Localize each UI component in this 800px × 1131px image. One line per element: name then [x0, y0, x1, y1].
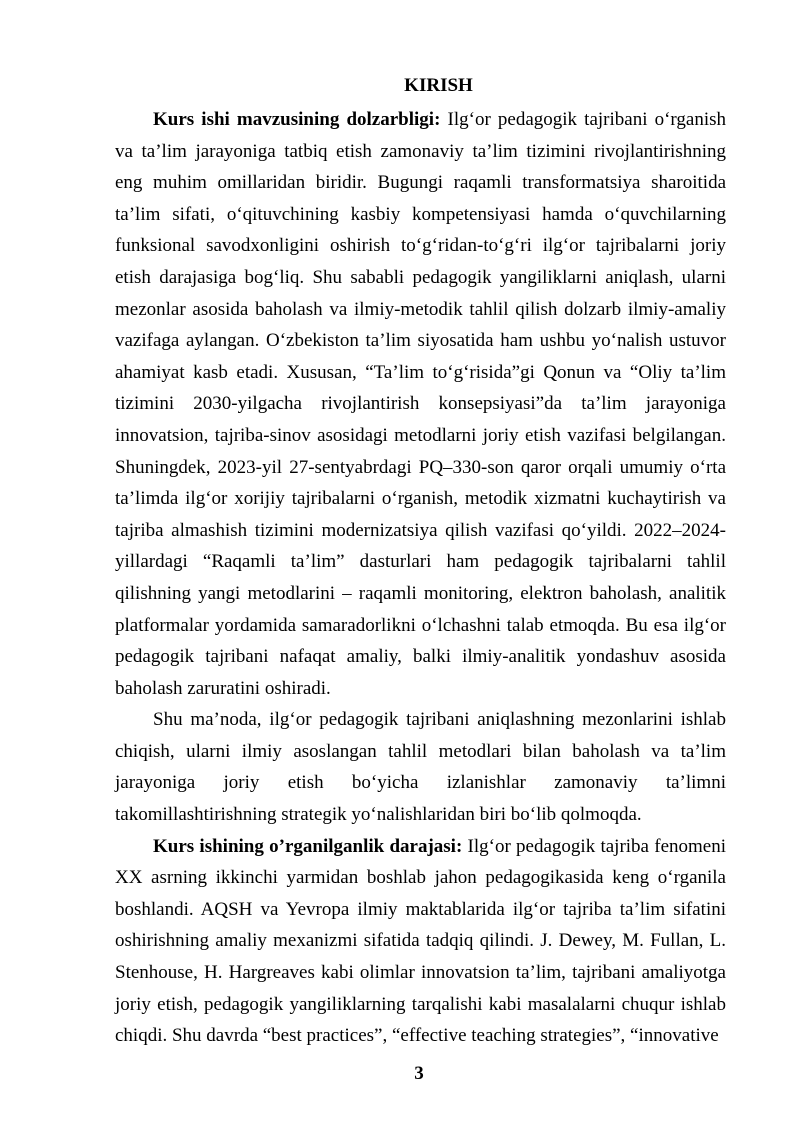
paragraph-conclusion: [115, 704, 726, 830]
body-text: [115, 104, 726, 1052]
section-title: KIRISH: [404, 75, 473, 96]
paragraph-relevance: [115, 104, 726, 704]
paragraph-lead: Kurs ishining o’rganilganlik darajasi:: [153, 835, 463, 857]
paragraph-study-level: [115, 831, 726, 1052]
paragraph-lead: Kurs ishi mavzusining dolzarbligi:: [153, 109, 441, 130]
paragraph-body: Ilg‘or pedagogik tajribani o‘rganish va ta’lim jarayoniga tatbiq etish zamonaviy ta’lim tizimini rivojlantirishning eng muhim omillaridan biridir. Bugungi raqamli transformatsiya sharoitida ta’lim sifati, o‘qituvchining kasbiy kompetensiyasi hamda o‘quvchilarning funksional savodxonligini oshirish to‘g‘ridan-to‘g‘ri ilg‘or tajribalarni joriy etish darajasiga bog‘liq. Shu sababli pedagogik yangiliklarni aniqlash, ularni mezonlar asosida baholash va ilmiy-metodik tahlil qilish dolzarb ilmiy-amaliy vazifaga aylangan. O‘zbekiston ta’lim siyosatida ham ushbu yo‘nalish ustuvor ahamiyat kasb etadi. Xususan, “Ta’lim to‘g‘risida”gi Qonun va “Oliy ta’lim tizimini 2030-yilgacha rivojlantirish konsepsiyasi”da ta’lim jarayoniga innovatsion, tajriba-sinov asosidagi metodlarni joriy etish vazifasi belgilangan. Shuningdek, 2023-yil 27-sentyabrdagi PQ–330-son qaror orqali umumiy o‘rta ta’limda ilg‘or xorijiy tajribalarni o‘rganish, metodik xizmatni kuchaytirish va tajriba almashish tizimini modernizatsiya qilish vazifasi qo‘yildi. 2022–2024-yillardagi “Raqamli ta’lim” dasturlari ham pedagogik tajribalarni tahlil qilishning yangi metodlarini – raqamli monitoring, elektron baholash, analitik platformalar yordamida samaradorlikni o‘lchashni talab etmoqda. Bu esa ilg‘or pedagogik tajribani nafaqat amaliy, balki ilmiy-analitik yondashuv asosida baholash zaruratini oshiradi.: [115, 109, 727, 699]
page-number: 3: [414, 1063, 424, 1084]
paragraph-body: Shu ma’noda, ilg‘or pedagogik tajribani aniqlashning mezonlarini ishlab chiqish, ularni ilmiy asoslangan tahlil metodlari bilan baholash va ta’lim jarayoniga joriy etish bo‘yicha izlanishlar zamonaviy ta’limni takomillashtirishning strategik yo‘nalishlaridan biri bo‘lib qolmoqda.: [115, 709, 726, 826]
paragraph-body: Ilg‘or pedagogik tajriba fenomeni XX asrning ikkinchi yarmidan boshlab jahon pedagogikasida keng o‘rganila boshlandi. AQSH va Yevropa ilmiy maktablarida ilg‘or tajriba ta’lim sifatini oshirishning amaliy mexanizmi sifatida tadqiq qilindi. J. Dewey, M. Fullan, L. Stenhouse, H. Hargreaves kabi olimlar innovatsion ta’lim, tajribani amaliyotga joriy etish, pedagogik yangiliklarning tarqalishi kabi masalalarni chuqur ishlab chiqdi. Shu davrda “best practices”, “effective teaching strategies”, “innovative: [115, 835, 726, 1047]
